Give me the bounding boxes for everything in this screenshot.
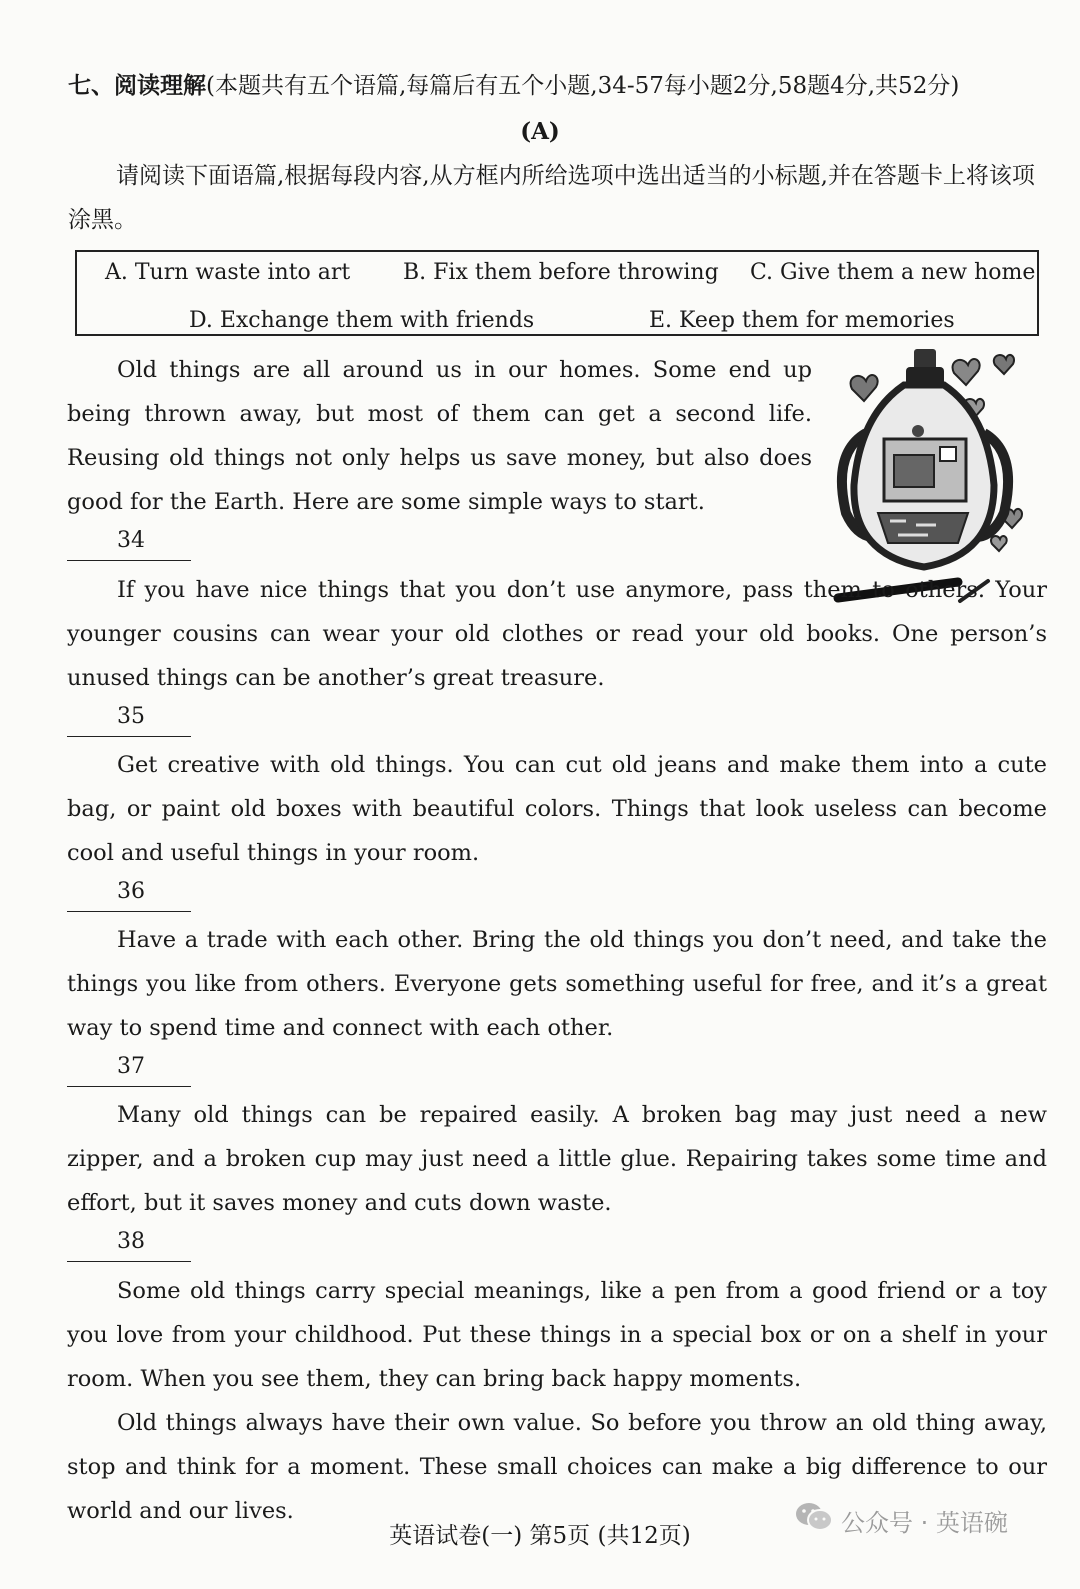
- passage-label: (A): [520, 118, 560, 145]
- question-blank-35: 35: [67, 700, 191, 737]
- option-b: B. Fix them before throwing: [403, 260, 719, 285]
- instruction-text: 请阅读下面语篇,根据每段内容,从方框内所给选项中选出适当的小标题,并在答题卡上将该项涂黑。: [68, 163, 1035, 233]
- watermark: [795, 1502, 1008, 1538]
- paragraph-37: [67, 1093, 1047, 1225]
- paragraph-35: [67, 743, 1047, 875]
- paragraph-38-text: Some old things carry special meanings, like a pen from a good friend or a toy you love from your childhood. Put these things in a special box or on a shelf in your room. When you see them, they can bring back happy moments.: [67, 1278, 1047, 1392]
- section-heading: 七、阅读理解: [68, 72, 206, 99]
- wechat-icon: [795, 1501, 833, 1539]
- question-blank-38: 38: [67, 1225, 191, 1262]
- intro-paragraph: Old things are all around us in our homes. Some end up being thrown away, but most of them can get a second life. Reusing old things not only helps us save money, but also does good for the Earth. Here are some simple ways to start.: [67, 357, 812, 515]
- watermark-text: 公众号 · 英语碗: [841, 1508, 1008, 1537]
- paragraph-36-text: Have a trade with each other. Bring the old things you don’t need, and take the things you like from others. Everyone gets something useful for free, and it’s a great way to spend time and connect with each other.: [67, 927, 1047, 1041]
- question-blank-37: 37: [67, 1050, 191, 1087]
- section-note: (本题共有五个语篇,每篇后有五个小题,34-57每小题2分,58题4分,共52分): [206, 73, 960, 99]
- paragraph-35-text: Get creative with old things. You can cut old jeans and make them into a cute bag, or paint old boxes with beautiful colors. Things that look useless can become cool and useful things in your room.: [67, 752, 1047, 866]
- option-d: D. Exchange them with friends: [189, 308, 535, 333]
- option-c: C. Give them a new home: [750, 260, 1036, 285]
- paragraph-34: [67, 568, 1047, 700]
- conclusion-text: Old things always have their own value. So before you throw an old thing away, stop and think for a moment. These small choices can make a big difference to our world and our lives.: [67, 1410, 1047, 1524]
- paragraph-38: [67, 1269, 1047, 1401]
- paragraph-37-text: Many old things can be repaired easily. A broken bag may just need a new zipper, and a broken cup may just need a little glue. Repairing takes some time and effort, but it saves money and cuts down waste.: [67, 1102, 1047, 1216]
- paragraph-34-text: If you have nice things that you don’t use anymore, pass them to others. Your younger cousins can wear your old clothes or read your old books. One person’s unused things can be another’s great treasure.: [67, 577, 1047, 691]
- section-title: [68, 66, 1058, 106]
- question-blank-36: 36: [67, 875, 191, 912]
- passage-intro: [67, 348, 812, 524]
- option-a: A. Turn waste into art: [105, 260, 351, 285]
- option-e: E. Keep them for memories: [649, 308, 955, 333]
- options-box: [75, 250, 1039, 336]
- question-blank-34: 34: [67, 524, 191, 561]
- paragraph-36: [67, 918, 1047, 1050]
- page-footer: 英语试卷(一) 第5页 (共12页): [389, 1523, 691, 1549]
